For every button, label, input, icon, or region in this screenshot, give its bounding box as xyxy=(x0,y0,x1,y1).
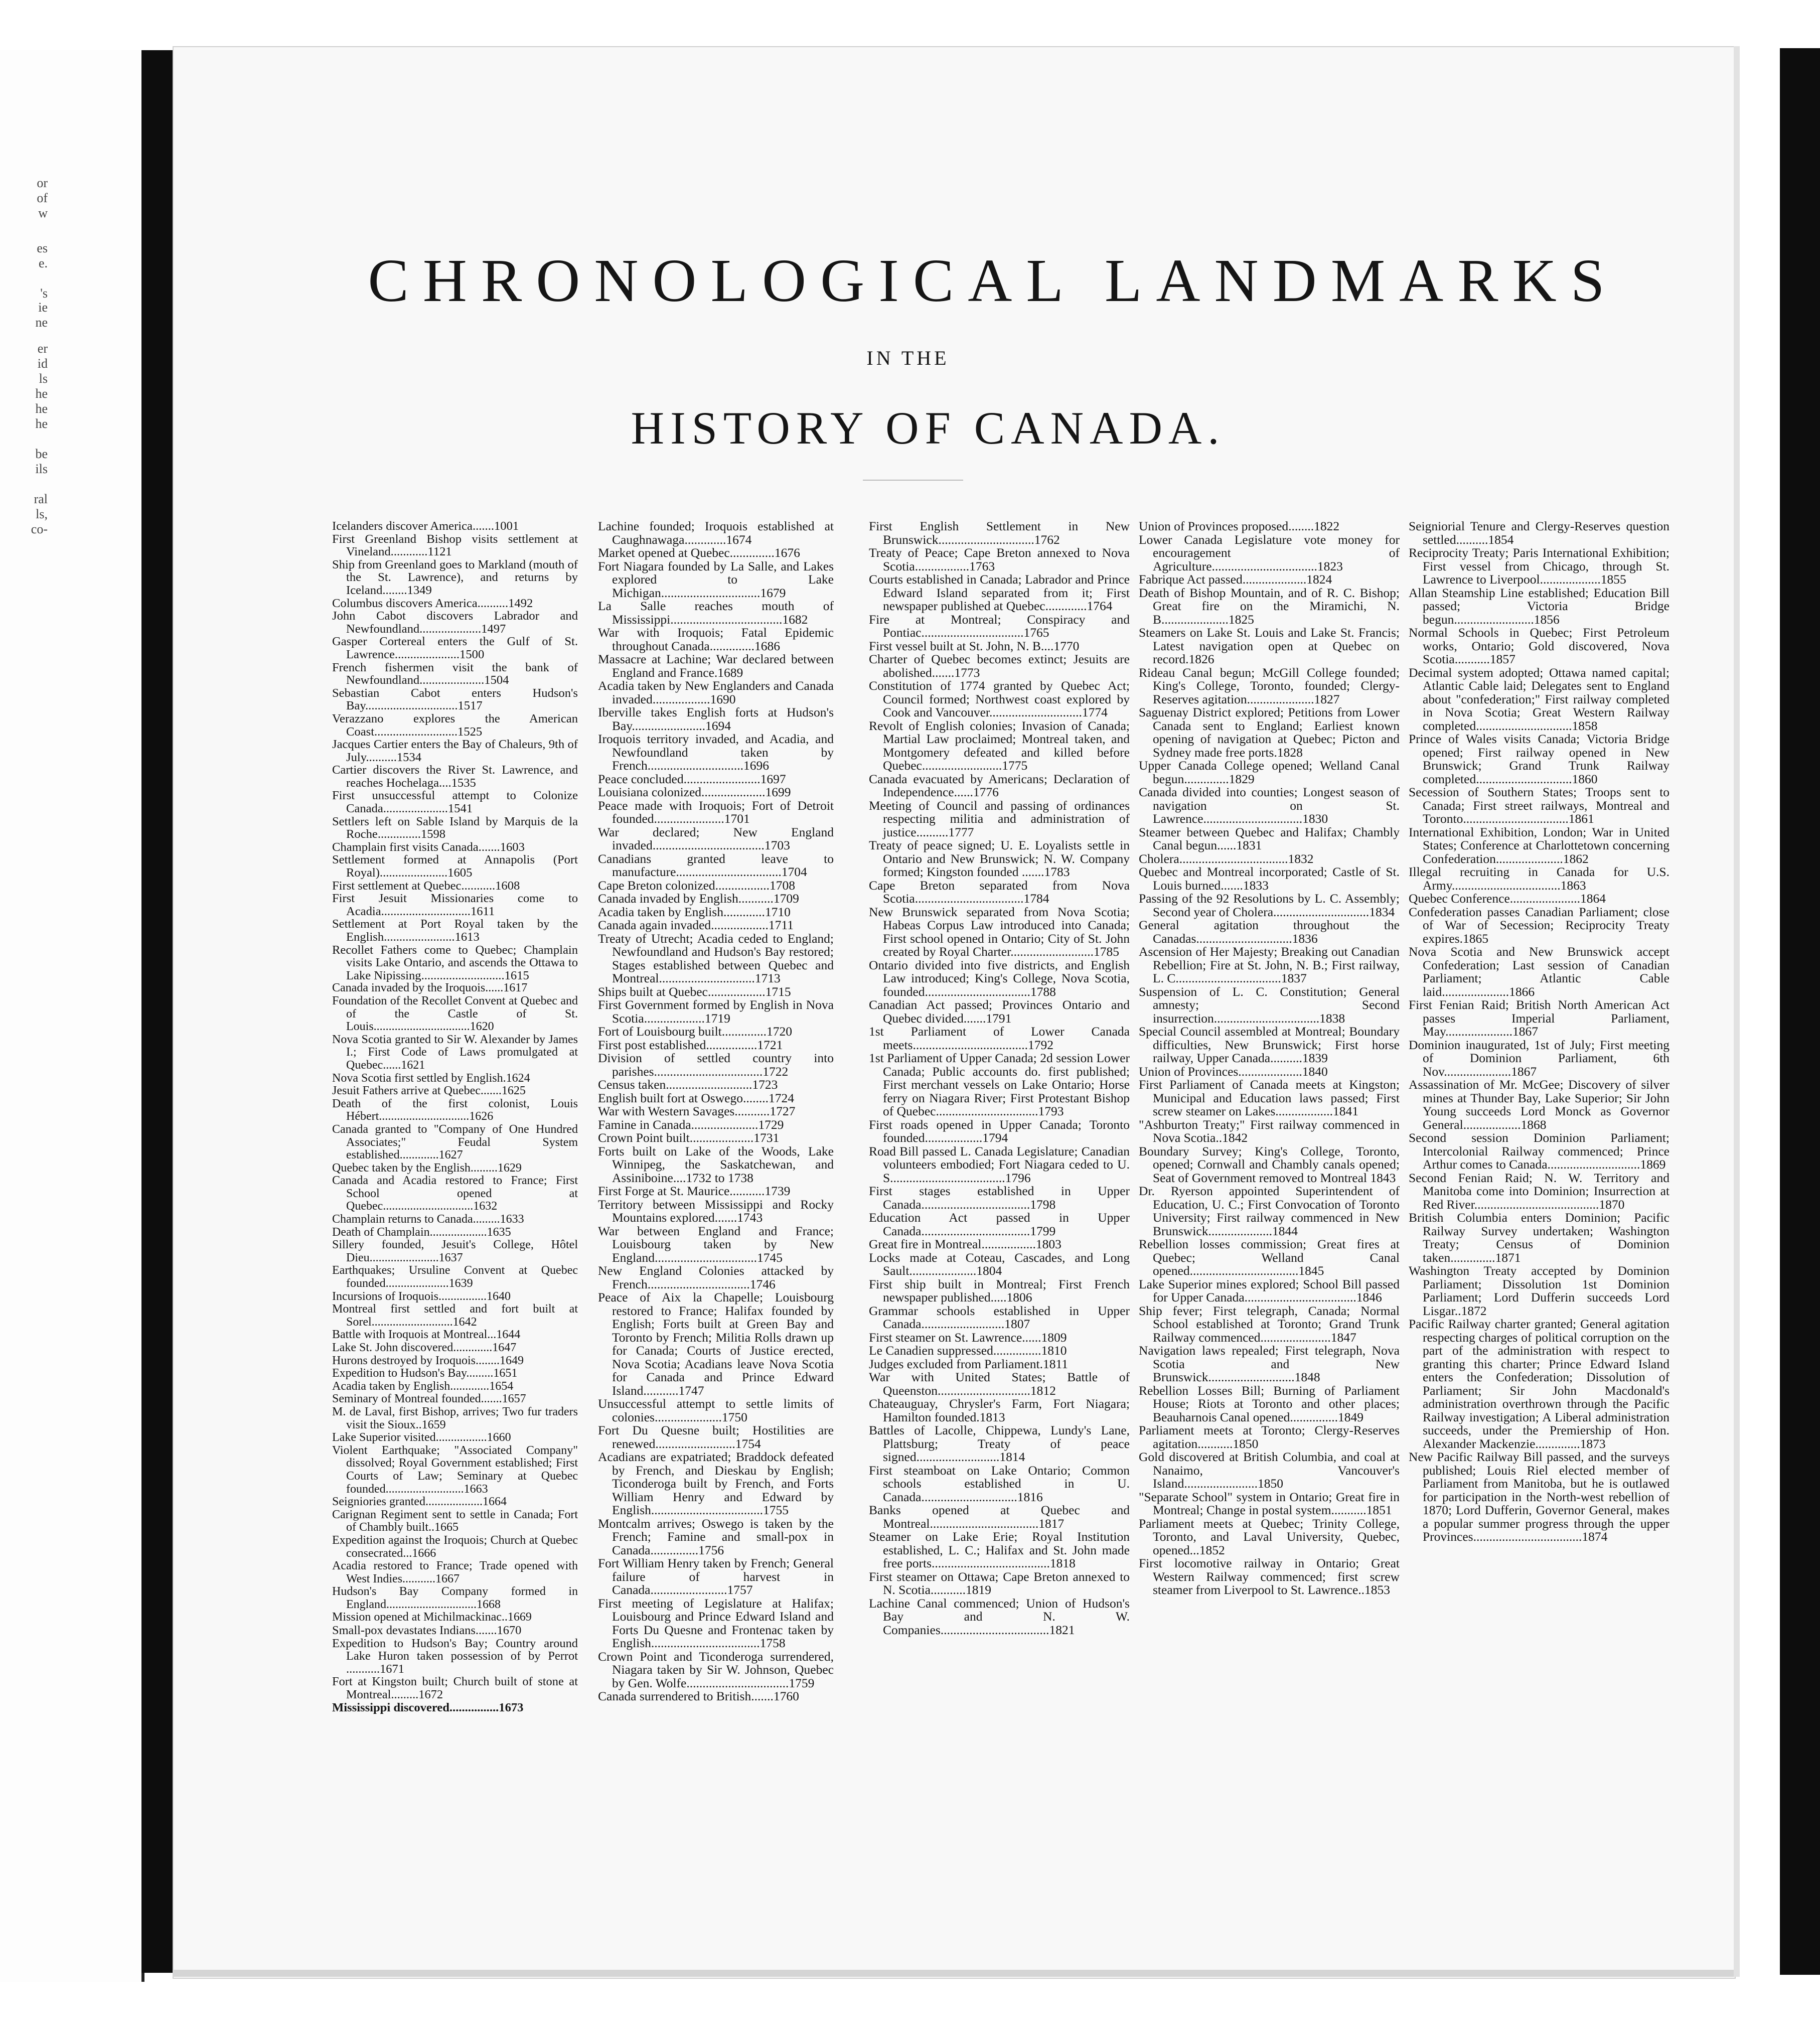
timeline-column-4 xyxy=(1139,520,1400,1597)
previous-page-fragment: e. xyxy=(38,256,48,270)
timeline-entry: Ship fever; First telegraph, Canada; Normal School established at Toronto; Grand Trunk Railway commenced......................1847 xyxy=(1139,1303,1400,1345)
timeline-entry: Champlain first visits Canada.......1603 xyxy=(332,840,525,854)
timeline-entry: Verazzano explores the American Coast...........................1525 xyxy=(332,711,578,739)
timeline-entry: Le Canadien suppressed...............1810 xyxy=(869,1343,1067,1358)
timeline-entry: Meeting of Council and passing of ordinances respecting militia and administration of justice..........1777 xyxy=(869,798,1130,839)
previous-page-fragment: be xyxy=(35,447,48,461)
timeline-entry: Fort Niagara founded by La Salle, and Lakes explored to Lake Michigan...............................1679 xyxy=(598,558,834,600)
timeline-entry: Montcalm arrives; Oswego is taken by the French; Famine and small-pox in Canada...............1756 xyxy=(598,1516,834,1557)
timeline-entry: Forts built on Lake of the Woods, Lake Winnipeg, the Saskatchewan, and Assiniboine....1732 to 1738 xyxy=(598,1143,834,1185)
timeline-entry: General agitation throughout the Canadas..............................1836 xyxy=(1139,918,1400,946)
timeline-entry: Navigation laws repealed; First telegraph, Nova Scotia and New Brunswick...........................1848 xyxy=(1139,1343,1400,1384)
timeline-entry: Fort at Kingston built; Church built of stone at Montreal.........1672 xyxy=(332,1675,578,1702)
timeline-entry: First steamboat on Lake Ontario; Common schools established in U. Canada..............................1816 xyxy=(869,1463,1130,1504)
timeline-entry: Union of Provinces proposed........1822 xyxy=(1139,519,1340,533)
timeline-entry: Acadia taken by English.............1710 xyxy=(598,904,791,919)
timeline-entry: First locomotive railway in Ontario; Great Western Railway commenced; first screw steamer from Liverpool to St. Lawrence..1853 xyxy=(1139,1556,1400,1597)
timeline-entry: Canada invaded by the Iroquois......1617 xyxy=(332,981,528,995)
timeline-entry: Louisiana colonized....................1699 xyxy=(598,785,791,799)
previous-page-fragment: er xyxy=(37,341,48,356)
timeline-entry: Illegal recruiting in Canada for U.S. Army..................................1863 xyxy=(1409,864,1670,893)
timeline-entry: Mission opened at Michilmackinac..1669 xyxy=(332,1611,532,1624)
timeline-entry: Carignan Regiment sent to settle in Canada; Fort of Chambly built..1665 xyxy=(332,1508,578,1534)
timeline-entry: Battle with Iroquois at Montreal...1644 xyxy=(332,1328,521,1342)
timeline-entry: Iberville takes English forts at Hudson's Bay.......................1694 xyxy=(598,705,834,733)
timeline-entry: New Brunswick separated from Nova Scotia; Habeas Corpus Law introduced into Canada; First school opened in Ontario; City of St. John created by Royal Charter..........................1785 xyxy=(869,904,1130,959)
timeline-entry: Treaty of Peace; Cape Breton annexed to Nova Scotia.................1763 xyxy=(869,545,1130,573)
timeline-entry: First Forge at St. Maurice...........1739 xyxy=(598,1184,791,1198)
timeline-entry: Ontario divided into five districts, and English Law introduced; King's College, Nova Scotia, founded.................................1788 xyxy=(869,957,1130,999)
timeline-entry: First Jesuit Missionaries come to Acadia.............................1611 xyxy=(332,892,578,918)
previous-page-fragment: id xyxy=(37,356,48,371)
timeline-entry: Quebec and Montreal incorporated; Castle of St. Louis burned.......1833 xyxy=(1139,864,1400,893)
previous-page-fragment: or xyxy=(37,176,48,190)
timeline-entry: Steamers on Lake St. Louis and Lake St. Francis; Latest navigation open at Quebec on record.1826 xyxy=(1139,625,1400,666)
timeline-entry: Suspension of L. C. Constitution; General amnesty; Second insurrection.................................1838 xyxy=(1139,984,1400,1026)
page-subtitle: IN THE xyxy=(866,347,950,369)
timeline-entry: Jesuit Fathers arrive at Quebec.......1625 xyxy=(332,1084,526,1098)
timeline-column-3 xyxy=(869,520,1130,1637)
previous-page-edge xyxy=(0,50,144,1982)
timeline-entry: Canadian Act passed; Provinces Ontario and Quebec divided.......1791 xyxy=(869,997,1130,1026)
timeline-entry: First vessel built at St. John, N. B....1770 xyxy=(869,638,1080,653)
previous-page-fragment: he xyxy=(35,401,48,416)
timeline-entry: "Separate School" system in Ontario; Great fire in Montreal; Change in postal system...........1851 xyxy=(1139,1489,1400,1517)
timeline-entry: Canadians granted leave to manufacture.................................1704 xyxy=(598,851,834,879)
timeline-entry: Gasper Cortereal enters the Gulf of St. Lawrence.....................1500 xyxy=(332,635,578,661)
timeline-entry: Hurons destroyed by Iroquois........1649 xyxy=(332,1354,524,1367)
timeline-entry: Courts established in Canada; Labrador and Prince Edward Island separated from it; First newspaper published at Quebec.............1764 xyxy=(869,572,1130,613)
timeline-entry: Lake Superior mines explored; School Bill passed for Upper Canada...................................1846 xyxy=(1139,1276,1400,1304)
timeline-column-5 xyxy=(1409,520,1670,1544)
timeline-entry: First stages established in Upper Canada..................................1798 xyxy=(869,1184,1130,1212)
timeline-entry: Expedition against the Iroquois; Church at Quebec consecrated...1666 xyxy=(332,1533,578,1560)
previous-page-fragment: ne xyxy=(35,315,48,330)
timeline-entry: Revolt of English colonies; Invasion of Canada; Martial Law proclaimed; Montreal taken, and Montgomery defeated and killed before Quebec.........................1775 xyxy=(869,718,1130,773)
timeline-entry: International Exhibition, London; War in United States; Conference at Charlottetown concerning Confederation.....................1862 xyxy=(1409,824,1670,866)
title-divider xyxy=(863,480,963,481)
timeline-entry: Division of settled country into parishes..................................1722 xyxy=(598,1051,834,1079)
previous-page-fragment: he xyxy=(35,416,48,431)
timeline-entry: Lake St. John discovered.............1647 xyxy=(332,1341,517,1354)
timeline-entry: Upper Canada College opened; Welland Canal begun..............1829 xyxy=(1139,758,1400,786)
timeline-entry: Icelanders discover America.......1001 xyxy=(332,519,519,533)
timeline-entry: Steamer between Quebec and Halifax; Chambly Canal begun......1831 xyxy=(1139,824,1400,852)
timeline-entry: Seminary of Montreal founded.......1657 xyxy=(332,1392,526,1406)
timeline-entry: Gold discovered at British Columbia, and coal at Nanaimo, Vancouver's Island.......................1850 xyxy=(1139,1449,1400,1491)
previous-page-fragment: of xyxy=(37,191,48,205)
timeline-entry: Cartier discovers the River St. Lawrence, and reaches Hochelaga....1535 xyxy=(332,763,578,790)
timeline-entry: Sillery founded, Jesuit's College, Hôtel Dieu.......................1637 xyxy=(332,1238,578,1264)
timeline-entry: Violent Earthquake; "Associated Company" dissolved; Royal Government established; First Courts of Law; Seminary at Quebec founded..........................1663 xyxy=(332,1443,578,1496)
timeline-entry: First Fenian Raid; British North American Act passes Imperial Parliament, May.....................1867 xyxy=(1409,997,1670,1039)
timeline-entry: Foundation of the Recollet Convent at Quebec and of the Castle of St. Louis................................1620 xyxy=(332,994,578,1034)
timeline-entry: Nova Scotia granted to Sir W. Alexander by James I.; First Code of Laws promulgated at Quebec......1621 xyxy=(332,1033,578,1072)
timeline-entry: 1st Parliament of Lower Canada meets....................................1792 xyxy=(869,1024,1130,1052)
timeline-entry: Boundary Survey; King's College, Toronto, opened; Cornwall and Chambly canals opened; Seat of Government removed to Montreal 1843 xyxy=(1139,1143,1400,1185)
timeline-entry: Nova Scotia first settled by English.1624 xyxy=(332,1071,530,1085)
timeline-entry: Death of the first colonist, Louis Hébert..............................1626 xyxy=(332,1097,578,1123)
timeline-entry: Normal Schools in Quebec; First Petroleum works, Ontario; Gold discovered, Nova Scotia...........1857 xyxy=(1409,625,1670,666)
timeline-entry: English built fort at Oswego........1724 xyxy=(598,1090,794,1105)
timeline-entry: Hudson's Bay Company formed in England..............................1668 xyxy=(332,1585,578,1611)
timeline-entry: Peace of Aix la Chapelle; Louisbourg restored to France; Halifax founded by English; Forts built at Green Bay and Toronto by French; Militia Rolls drawn up for Canada; Courts of Justice erected, Nova Scotia; Acadians leave Nova Scotia for Canada and Prince Edward Island...........1747 xyxy=(598,1290,834,1398)
timeline-entry: Earthquakes; Ursuline Convent at Quebec founded.....................1639 xyxy=(332,1264,578,1290)
previous-page-fragment: w xyxy=(38,206,48,220)
timeline-entry: Acadia taken by English.............1654 xyxy=(332,1379,514,1393)
timeline-entry: Lower Canada Legislature vote money for encouragement of Agriculture.................................1823 xyxy=(1139,532,1400,573)
timeline-entry: First Government formed by English in Nova Scotia...................1719 xyxy=(598,997,834,1026)
timeline-entry: Ship from Greenland goes to Markland (mouth of the St. Lawrence), and returns by Iceland........1349 xyxy=(332,557,578,597)
timeline-entry: Settlement formed at Annapolis (Port Royal)......................1605 xyxy=(332,853,578,880)
timeline-entry: Great fire in Montreal.................1803 xyxy=(869,1237,1061,1251)
timeline-entry: Passing of the 92 Resolutions by L. C. Assembly; Second year of Cholera..............................1834 xyxy=(1139,891,1400,919)
timeline-entry: Ascension of Her Majesty; Breaking out Canadian Rebellion; Fire at St. John, N. B.; First railway, L. C.................................1837 xyxy=(1139,944,1400,985)
timeline-entry: Acadia taken by New Englanders and Canada invaded..................1690 xyxy=(598,678,834,706)
timeline-entry: Road Bill passed L. Canada Legislature; Canadian volunteers embodied; Fort Niagara ceded to U. S....................................1796 xyxy=(869,1143,1130,1185)
timeline-entry: Parliament meets at Quebec; Trinity College, Toronto, and Laval University, Quebec, opened...1852 xyxy=(1139,1516,1400,1557)
timeline-entry: Market opened at Quebec..............1676 xyxy=(598,545,800,560)
timeline-entry: Rideau Canal begun; McGill College founded; King's College, Toronto, founded; Clergy-Reserves agitation.....................1827 xyxy=(1139,665,1400,706)
timeline-entry: Special Council assembled at Montreal; Boundary difficulties, New Brunswick; First horse railway, Upper Canada..........1839 xyxy=(1139,1024,1400,1065)
timeline-entry: New England Colonies attacked by French................................1746 xyxy=(598,1263,834,1291)
timeline-entry: Assassination of Mr. McGee; Discovery of silver mines at Thunder Bay, Lake Superior; Sir John Young succeeds Lord Monck as Governor General..................1868 xyxy=(1409,1077,1670,1132)
timeline-entry: Cape Breton colonized.................1708 xyxy=(598,878,796,893)
timeline-column-2 xyxy=(598,520,834,1703)
timeline-entry: Iroquois territory invaded, and Acadia, and Newfoundland taken by French..............................1696 xyxy=(598,732,834,773)
timeline-entry: Rebellion Losses Bill; Burning of Parliament House; Riots at Toronto and other places; Beauharnois Canal opened...............1849 xyxy=(1139,1383,1400,1424)
timeline-entry: Lachine founded; Iroquois established at Caughnawaga.............1674 xyxy=(598,519,834,547)
timeline-entry: Mississippi discovered................1673 xyxy=(332,1700,524,1714)
timeline-entry: Columbus discovers America..........1492 xyxy=(332,596,533,610)
timeline-entry: Unsuccessful attempt to settle limits of colonies.....................1750 xyxy=(598,1396,834,1424)
timeline-entry: Acadians are expatriated; Braddock defeated by French, and Dieskau by English; Ticonderoga built by French, and Forts William Henry and Edward by English...................................1755 xyxy=(598,1449,834,1517)
timeline-entry: War declared; New England invaded...................................1703 xyxy=(598,824,834,852)
timeline-entry: Sebastian Cabot enters Hudson's Bay..............................1517 xyxy=(332,686,578,713)
timeline-entry: British Columbia enters Dominion; Pacific Railway Survey undertaken; Washington Treaty; Census of Dominion taken..............1871 xyxy=(1409,1210,1670,1265)
timeline-entry: Expedition to Hudson's Bay.........1651 xyxy=(332,1367,518,1380)
timeline-entry: Cape Breton separated from Nova Scotia..................................1784 xyxy=(869,878,1130,906)
timeline-entry: Recollet Fathers come to Quebec; Champlain visits Lake Ontario, and ascends the Ottawa to Lake Nipissing...........................1615 xyxy=(332,943,578,982)
timeline-entry: Quebec taken by the English.........1629 xyxy=(332,1161,522,1175)
previous-page-fragment: co- xyxy=(31,522,48,536)
timeline-entry: Quebec Conference......................1864 xyxy=(1409,891,1606,906)
previous-page-fragment: ils xyxy=(35,462,48,476)
timeline-entry: Canada and Acadia restored to France; First School opened at Quebec..............................1632 xyxy=(332,1174,578,1213)
timeline-entry: Settlers left on Sable Island by Marquis de la Roche..............1598 xyxy=(332,814,578,841)
timeline-entry: Crown Point built....................1731 xyxy=(598,1130,780,1145)
timeline-entry: War between England and France; Louisbourg taken by New England................................1745 xyxy=(598,1223,834,1265)
timeline-entry: Constitution of 1774 granted by Quebec Act; Council formed; Northwest coast explored by Cook and Vancouver.............................1774 xyxy=(869,678,1130,719)
timeline-entry: Chateauguay, Chrysler's Farm, Fort Niagara; Hamilton founded.1813 xyxy=(869,1396,1130,1424)
timeline-entry: War with Western Savages...........1727 xyxy=(598,1104,796,1118)
timeline-entry: Fort Du Quesne built; Hostilities are renewed.........................1754 xyxy=(598,1423,834,1451)
previous-page-fragment: ls, xyxy=(36,507,48,521)
timeline-entry: Prince of Wales visits Canada; Victoria Bridge opened; First railway opened in New Brunswick; Grand Trunk Railway completed..............................1860 xyxy=(1409,732,1670,786)
page-heading: HISTORY OF CANADA. xyxy=(631,402,1226,454)
timeline-entry: Canada again invaded..................1711 xyxy=(598,918,794,932)
timeline-entry: Second session Dominion Parliament; Intercolonial Railway commenced; Prince Arthur comes to Canada.............................1869 xyxy=(1409,1130,1670,1172)
timeline-entry: Washington Treaty accepted by Dominion Parliament; Dissolution 1st Dominion Parliament; Lord Dufferin succeeds Lord Lisgar..1872 xyxy=(1409,1263,1670,1318)
page-title: CHRONOLOGICAL LANDMARKS xyxy=(368,247,1619,315)
timeline-entry: Canada evacuated by Americans; Declaration of Independence......1776 xyxy=(869,771,1130,799)
timeline-entry: First ship built in Montreal; First French newspaper published.....1806 xyxy=(869,1276,1130,1304)
timeline-entry: First Greenland Bishop visits settlement at Vineland............1121 xyxy=(332,532,578,559)
timeline-entry: First English Settlement in New Brunswick..............................1762 xyxy=(869,519,1130,547)
timeline-entry: Confederation passes Canadian Parliament; close of War of Secession; Reciprocity Treaty expires.1865 xyxy=(1409,904,1670,946)
timeline-entry: Montreal first settled and fort built at Sorel...........................1642 xyxy=(332,1302,578,1329)
timeline-entry: Massacre at Lachine; War declared between England and France.1689 xyxy=(598,652,834,680)
timeline-entry: Treaty of Utrecht; Acadia ceded to England; Newfoundland and Hudson's Bay restored; Stages established between Quebec and Montreal..............................1713 xyxy=(598,931,834,985)
timeline-column-1 xyxy=(332,520,578,1714)
timeline-entry: John Cabot discovers Labrador and Newfoundland....................1497 xyxy=(332,609,578,636)
page-edge xyxy=(1734,46,1740,1977)
timeline-entry: "Ashburton Treaty;" First railway commenced in Nova Scotia..1842 xyxy=(1139,1117,1400,1145)
timeline-entry: Nova Scotia and New Brunswick accept Confederation; Last session of Canadian Parliament; Atlantic Cable laid.....................1866 xyxy=(1409,944,1670,999)
timeline-entry: Expedition to Hudson's Bay; Country around Lake Huron taken possession of by Perrot ...........1671 xyxy=(332,1636,578,1676)
previous-page-fragment: he xyxy=(35,386,48,401)
timeline-entry: Fabrique Act passed....................1824 xyxy=(1139,572,1332,587)
gutter-left xyxy=(141,50,173,1973)
timeline-entry: Seigniorial Tenure and Clergy-Reserves question settled..........1854 xyxy=(1409,519,1670,547)
timeline-entry: War with United States; Battle of Queenston.............................1812 xyxy=(869,1370,1130,1398)
timeline-entry: First settlement at Quebec...........1608 xyxy=(332,879,520,893)
timeline-entry: Decimal system adopted; Ottawa named capital; Atlantic Cable laid; Delegates sent to England about "confederation;" First railway completed in Nova Scotia; Great Western Railway completed..............................1858 xyxy=(1409,665,1670,733)
timeline-entry: Canada surrendered to British.......1760 xyxy=(598,1689,799,1703)
timeline-entry: Dr. Ryerson appointed Superintendent of Education, U. C.; First Convocation of Toronto University; First railway commenced in New Brunswick....................1844 xyxy=(1139,1184,1400,1238)
timeline-entry: Crown Point and Ticonderoga surrendered, Niagara taken by Sir W. Johnson, Quebec by Gen. Wolfe................................1759 xyxy=(598,1649,834,1690)
timeline-entry: Treaty of peace signed; U. E. Loyalists settle in Ontario and New Brunswick; N. W. Company formed; Kingston founded .......1783 xyxy=(869,838,1130,879)
timeline-entry: Small-pox devastates Indians.......1670 xyxy=(332,1624,522,1638)
timeline-entry: Famine in Canada.....................1729 xyxy=(598,1117,784,1132)
timeline-entry: Second Fenian Raid; N. W. Territory and Manitoba come into Dominion; Insurrection at Red River.......................................1870 xyxy=(1409,1170,1670,1212)
timeline-entry: First steamer on Ottawa; Cape Breton annexed to N. Scotia...........1819 xyxy=(869,1569,1130,1597)
timeline-entry: Dominion inaugurated, 1st of July; First meeting of Dominion Parliament, 6th Nov.....................1867 xyxy=(1409,1037,1670,1079)
timeline-entry: Canada divided into counties; Longest season of navigation on St. Lawrence...............................1830 xyxy=(1139,785,1400,826)
timeline-entry: Banks opened at Quebec and Montreal..................................1817 xyxy=(869,1503,1130,1531)
timeline-entry: Steamer on Lake Erie; Royal Institution established, L. C.; Halifax and St. John made free ports.....................................1818 xyxy=(869,1529,1130,1570)
previous-page-fragment: ie xyxy=(38,300,48,315)
previous-page-fragment: es xyxy=(37,241,48,255)
timeline-entry: Judges excluded from Parliament.1811 xyxy=(869,1356,1069,1371)
timeline-entry: Census taken...........................1723 xyxy=(598,1077,778,1092)
timeline-entry: Locks made at Coteau, Cascades, and Long Sault.....................1804 xyxy=(869,1250,1130,1278)
timeline-entry: Cholera..................................1832 xyxy=(1139,851,1314,866)
timeline-entry: French fishermen visit the bank of Newfoundland.....................1504 xyxy=(332,660,578,687)
timeline-entry: Secession of Southern States; Troops sent to Canada; First street railways, Montreal and Toronto.................................1861 xyxy=(1409,785,1670,826)
timeline-entry: Ships built at Quebec..................1715 xyxy=(598,984,791,999)
timeline-entry: Lake Superior visited.................1660 xyxy=(332,1431,511,1444)
timeline-entry: Canada granted to "Company of One Hundred Associates;" Feudal System established.............1627 xyxy=(332,1122,578,1162)
timeline-entry: Peace made with Iroquois; Fort of Detroit founded......................1701 xyxy=(598,798,834,826)
timeline-entry: La Salle reaches mouth of Mississippi...................................1682 xyxy=(598,599,834,627)
timeline-entry: Jacques Cartier enters the Bay of Chaleurs, 9th of July..........1534 xyxy=(332,738,578,764)
page-bottom-edge xyxy=(173,1970,1734,1977)
timeline-entry: First post established................1721 xyxy=(598,1037,783,1052)
timeline-entry: Champlain returns to Canada.........1633 xyxy=(332,1213,524,1226)
timeline-entry: Settlement at Port Royal taken by the English.......................1613 xyxy=(332,917,578,944)
timeline-entry: Canada invaded by English...........1709 xyxy=(598,891,799,906)
timeline-entry: First unsuccessful attempt to Colonize Canada.....................1541 xyxy=(332,789,578,816)
timeline-entry: First Parliament of Canada meets at Kingston; Municipal and Education laws passed; First screw steamer on Lakes..................1841 xyxy=(1139,1077,1400,1118)
timeline-entry: War with Iroquois; Fatal Epidemic throughout Canada..............1686 xyxy=(598,625,834,653)
timeline-entry: Reciprocity Treaty; Paris International Exhibition; First vessel from Chicago, through St. Lawrence to Liverpool...................1855 xyxy=(1409,545,1670,587)
timeline-entry: Acadia restored to France; Trade opened with West Indies...........1667 xyxy=(332,1559,578,1585)
timeline-entry: Allan Steamship Line established; Education Bill passed; Victoria Bridge begun.........................1856 xyxy=(1409,585,1670,627)
timeline-entry: Rebellion losses commission; Great fires at Quebec; Welland Canal opened..................................1845 xyxy=(1139,1237,1400,1278)
timeline-entry: Fort of Louisbourg built..............1720 xyxy=(598,1024,792,1039)
timeline-entry: New Pacific Railway Bill passed, and the surveys published; Louis Riel elected member of Parliament from Manitoba, but he is outlawed for participation in the North-west rebellion of 1870; Lord Dufferin, Governor General, makes a popular summer progress through the upper Provinces..................................1874 xyxy=(1409,1449,1670,1544)
timeline-entry: First meeting of Legislature at Halifax; Louisbourg and Prince Edward Island and Forts Du Quesne and Frontenac taken by English..................................1758 xyxy=(598,1595,834,1650)
timeline-entry: M. de Laval, first Bishop, arrives; Two fur traders visit the Sioux..1659 xyxy=(332,1405,578,1431)
timeline-entry: Pacific Railway charter granted; General agitation respecting charges of political corruption on the part of the administration with respect to granting this charter; Prince Edward Island enters the Confederation; Dissolution of Parliament; Sir John Macdonald's administration overthrown through the Pacific Railway investigation; A Liberal administration succeeds, under the Premiership of Hon. Alexander Mackenzie..............1873 xyxy=(1409,1317,1670,1451)
timeline-entry: Territory between Mississippi and Rocky Mountains explored.......1743 xyxy=(598,1197,834,1225)
timeline-entry: Incursions of Iroquois................1640 xyxy=(332,1289,511,1303)
timeline-entry: Peace concluded........................1697 xyxy=(598,771,786,786)
timeline-entry: Education Act passed in Upper Canada..................................1799 xyxy=(869,1210,1130,1238)
previous-page-fragment: ls xyxy=(39,371,48,386)
timeline-entry: Death of Bishop Mountain, and of R. C. Bishop; Great fire on the Miramichi, N. B.....................1825 xyxy=(1139,585,1400,627)
timeline-entry: Saguenay District explored; Petitions from Lower Canada sent to England; Earliest known opening of navigation at Quebec; Picton and Sydney made free ports.1828 xyxy=(1139,705,1400,760)
timeline-entry: Fire at Montreal; Conspiracy and Pontiac................................1765 xyxy=(869,612,1130,640)
timeline-entry: First steamer on St. Lawrence......1809 xyxy=(869,1330,1067,1345)
previous-page-fragment: ral xyxy=(34,492,48,506)
timeline-entry: Fort William Henry taken by French; General failure of harvest in Canada........................1757 xyxy=(598,1556,834,1597)
timeline-entry: Seigniories granted...................1664 xyxy=(332,1495,507,1509)
timeline-entry: Death of Champlain...................1635 xyxy=(332,1225,511,1239)
timeline-entry: Union of Provinces....................1840 xyxy=(1139,1064,1328,1079)
timeline-entry: First roads opened in Upper Canada; Toronto founded..................1794 xyxy=(869,1117,1130,1145)
previous-page-fragment: 's xyxy=(40,286,48,301)
timeline-entry: Parliament meets at Toronto; Clergy-Reserves agitation...........1850 xyxy=(1139,1423,1400,1451)
timeline-entry: Charter of Quebec becomes extinct; Jesuits are abolished.......1773 xyxy=(869,652,1130,680)
timeline-entry: Lachine Canal commenced; Union of Hudson's Bay and N. W. Companies..................................1821 xyxy=(869,1595,1130,1637)
timeline-entry: Grammar schools established in Upper Canada..........................1807 xyxy=(869,1303,1130,1331)
timeline-entry: Battles of Lacolle, Chippewa, Lundy's Lane, Plattsburg; Treaty of peace signed..........................1814 xyxy=(869,1423,1130,1464)
gutter-right xyxy=(1780,48,1820,1975)
timeline-entry: 1st Parliament of Upper Canada; 2d session Lower Canada; Public accounts do. first published; First merchant vessels on Lake Ontario; Horse ferry on Niagara River; First Protestant Bishop of Quebec................................1793 xyxy=(869,1051,1130,1118)
